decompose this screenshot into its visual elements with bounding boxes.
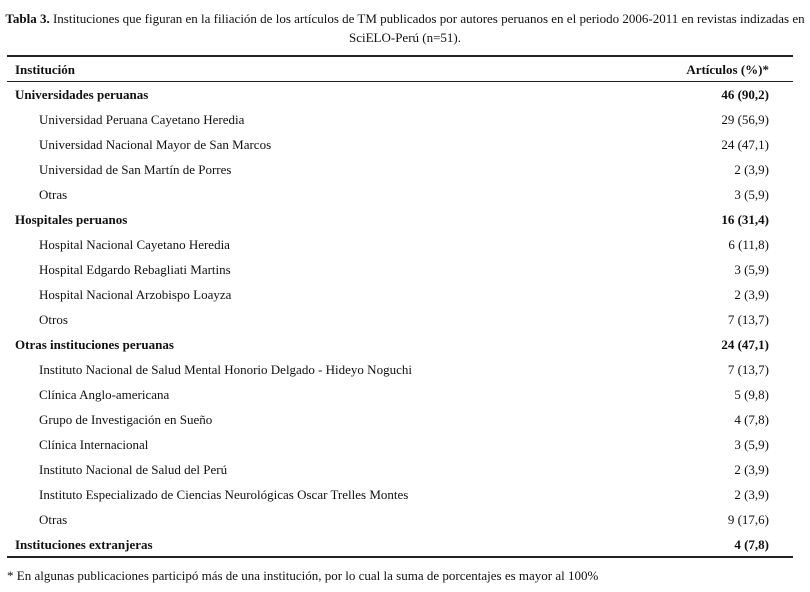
row-institution: Otros [39, 311, 68, 327]
table-header-row [7, 57, 793, 82]
table-group-row [7, 82, 793, 107]
row-institution: Universidades peruanas [15, 86, 149, 102]
table-row [7, 382, 793, 407]
table-row [7, 457, 793, 482]
table-caption-text: Instituciones que figuran en la filiación de los artículos de TM publicados por autores peruanos en el periodo 2006-2011 en revistas indizadas en SciELO-Perú (n=51). [52, 11, 805, 45]
table-row [7, 132, 793, 157]
table-group-row [7, 532, 793, 557]
table-row [7, 257, 793, 282]
table-row [7, 232, 793, 257]
header-institution: Institución [15, 61, 75, 77]
row-articles: 24 (47,1) [721, 336, 769, 352]
row-articles: 46 (90,2) [721, 86, 769, 102]
table-row [7, 157, 793, 182]
row-institution: Hospitales peruanos [15, 211, 128, 227]
table-row [7, 507, 793, 532]
row-articles: 3 (5,9) [734, 261, 769, 277]
table-row [7, 357, 793, 382]
table-row [7, 182, 793, 207]
row-articles: 29 (56,9) [721, 111, 769, 127]
row-institution: Universidad Nacional Mayor de San Marcos [39, 136, 272, 152]
row-institution: Otras instituciones peruanas [15, 336, 174, 352]
row-articles: 2 (3,9) [734, 161, 769, 177]
table-caption-label: Tabla 3. [5, 11, 50, 26]
row-articles: 7 (13,7) [727, 361, 769, 377]
table-row [7, 407, 793, 432]
row-institution: Grupo de Investigación en Sueño [39, 411, 213, 427]
row-institution: Universidad de San Martín de Porres [39, 161, 232, 177]
table-row [7, 432, 793, 457]
table-row [7, 107, 793, 132]
row-institution: Clínica Internacional [39, 436, 149, 452]
table-row [7, 482, 793, 507]
row-institution: Hospital Nacional Cayetano Heredia [39, 236, 230, 252]
row-institution: Otras [39, 186, 68, 202]
row-articles: 3 (5,9) [734, 436, 769, 452]
row-institution: Instituto Nacional de Salud Mental Honorio Delgado - Hideyo Noguchi [39, 361, 412, 377]
row-institution: Universidad Peruana Cayetano Heredia [39, 111, 245, 127]
row-articles: 2 (3,9) [734, 461, 769, 477]
row-institution: Instituciones extranjeras [15, 536, 153, 552]
row-institution: Otras [39, 511, 68, 527]
row-institution: Instituto Especializado de Ciencias Neurológicas Oscar Trelles Montes [39, 486, 409, 502]
table-row [7, 307, 793, 332]
row-institution: Hospital Nacional Arzobispo Loayza [39, 286, 232, 302]
row-articles: 5 (9,8) [734, 386, 769, 402]
header-articles: Artículos (%)* [686, 61, 769, 77]
row-articles: 4 (7,8) [734, 411, 769, 427]
row-articles: 3 (5,9) [734, 186, 769, 202]
row-articles: 4 (7,8) [734, 536, 769, 552]
row-articles: 9 (17,6) [727, 511, 769, 527]
row-articles: 2 (3,9) [734, 286, 769, 302]
row-articles: 16 (31,4) [721, 211, 769, 227]
row-articles: 6 (11,8) [728, 236, 769, 252]
table-group-row [7, 207, 793, 232]
table-row [7, 282, 793, 307]
table-group-row [7, 332, 793, 357]
row-articles: 24 (47,1) [721, 136, 769, 152]
table-footnote: * En algunas publicaciones participó más de una institución, por lo cual la suma de porcentajes es mayor al 100% [7, 568, 599, 583]
table-caption [0, 9, 810, 47]
row-institution: Instituto Nacional de Salud del Perú [39, 461, 228, 477]
row-institution: Clínica Anglo-americana [39, 386, 170, 402]
row-articles: 7 (13,7) [727, 311, 769, 327]
table-bottom-rule [7, 556, 793, 558]
row-institution: Hospital Edgardo Rebagliati Martins [39, 261, 231, 277]
row-articles: 2 (3,9) [734, 486, 769, 502]
